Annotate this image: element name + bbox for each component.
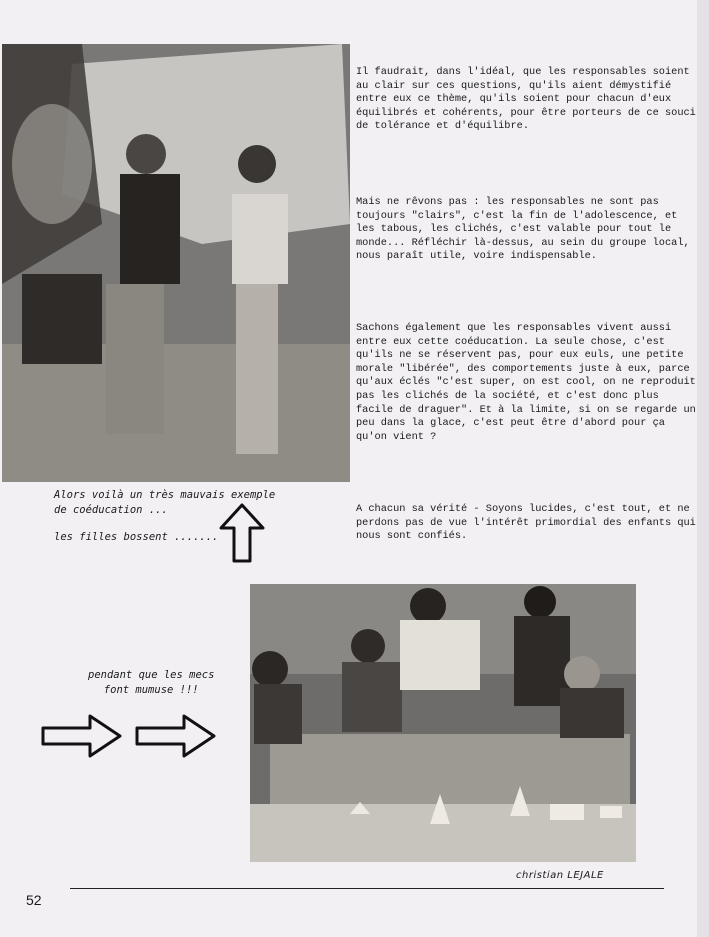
right-arrow-icon	[134, 712, 218, 760]
caption-line: de coéducation ...	[54, 504, 168, 516]
page-number: 52	[26, 892, 42, 908]
right-arrow-icon	[40, 712, 124, 760]
paragraph-2: Mais ne rêvons pas : les responsables ne sont pas toujours "clairs", c'est la fin de l'adolescence, et les tabous, les clichés, c'est valable pour tout le monde... Réfléchir là-dessus, au sein du groupe local, nous paraît utile, voire indispensable.	[356, 196, 690, 263]
caption-line: pendant que les mecs	[88, 669, 215, 681]
caption-line: Alors voilà un très mauvais exemple	[54, 489, 276, 501]
paragraph-4: A chacun sa vérité - Soyons lucides, c'est tout, et ne perdons pas de vue l'intérêt primordial des enfants qui nous sont confiés.	[356, 503, 696, 543]
author-signature: christian LEJALE	[516, 870, 604, 881]
caption-line: les filles bossent .......	[54, 531, 219, 543]
photo-girls-cooking-image	[2, 44, 350, 482]
paragraph-1: Il faudrait, dans l'idéal, que les responsables soient au clair sur ces questions, qu'ils aient démystifié entre eux ce thème, qu'ils soient pour chacun d'eux équilibrés et cohérents, pour être porteurs de ce souci de tolérance et d'équilibre.	[356, 66, 696, 133]
up-arrow-icon	[218, 502, 266, 564]
caption-boys	[88, 668, 214, 698]
photo-boys-boats	[250, 584, 636, 862]
page-edge	[697, 0, 709, 937]
photo-girls-cooking	[2, 44, 350, 482]
caption-line: font mumuse !!!	[103, 684, 199, 696]
photo-boys-boats-image	[250, 584, 636, 862]
footer-rule	[70, 888, 664, 889]
paragraph-3: Sachons également que les responsables vivent aussi entre eux cette coéducation. La seule chose, c'est qu'ils ne se réservent pas, pour eux euls, une petite morale "libérée", des comportements juste à eux, parce qu'aux éclés "c'est super, on est cool, on ne reproduit pas les clichés de la société, et c'est donc plus facile de draguer". Et à la limite, si on se regarde un peu dans la glace, c'est peut être d'abord pour ça qu'on vient ?	[356, 322, 696, 443]
